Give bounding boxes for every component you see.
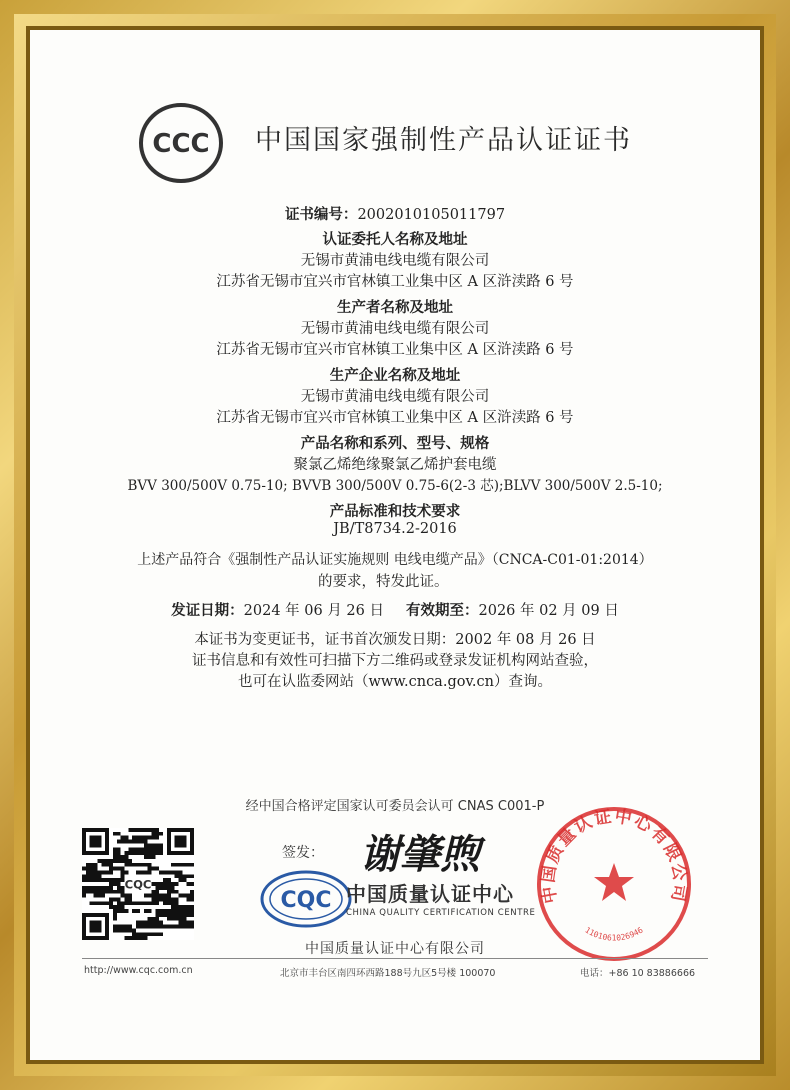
issue-date-value: 2024 年 06 月 26 日 bbox=[243, 603, 384, 619]
manufacturer-heading: 生产者名称及地址 bbox=[337, 299, 453, 316]
qr-code[interactable] bbox=[82, 828, 194, 940]
cqc-logo bbox=[258, 868, 354, 930]
cqc-english-name: CHINA QUALITY CERTIFICATION CENTRE bbox=[346, 908, 536, 918]
issuer-company: 中国质量认证中心有限公司 bbox=[305, 941, 485, 957]
valid-until-label: 有效期至： bbox=[406, 602, 479, 619]
ccc-logo bbox=[138, 100, 224, 186]
note-line-3: 也可在认监委网站（www.cnca.gov.cn）查询。 bbox=[237, 674, 552, 690]
product-name: 聚氯乙烯绝缘聚氯乙烯护套电缆 bbox=[293, 457, 497, 473]
cqc-chinese-name: 中国质量认证中心 bbox=[346, 882, 514, 906]
svg-text:CCC: CCC bbox=[152, 129, 210, 159]
dates-row bbox=[30, 599, 760, 620]
standard-heading: 产品标准和技术要求 bbox=[329, 503, 461, 520]
valid-until-value: 2026 年 02 月 09 日 bbox=[478, 603, 619, 619]
cert-number-label: 证书编号： bbox=[284, 206, 358, 223]
conformity-line-2: 的要求，特发此证。 bbox=[318, 574, 449, 590]
manufacturer-address: 江苏省无锡市宜兴市官林镇工业集中区 A 区浒渎路 6 号 bbox=[216, 342, 574, 358]
certificate-paper bbox=[30, 30, 760, 1060]
svg-text:1101061026946: 1101061026946 bbox=[583, 925, 645, 943]
footer-website[interactable]: http://www.cqc.com.cn bbox=[84, 965, 193, 976]
note-line-1: 本证书为变更证书，证书首次颁发日期：2002 年 08 月 26 日 bbox=[194, 632, 596, 648]
factory-name: 无锡市黄浦电线电缆有限公司 bbox=[300, 389, 490, 405]
cert-number-value: 2002010105011797 bbox=[357, 207, 506, 223]
standard-value: JB/T8734.2-2016 bbox=[333, 521, 457, 537]
footer-divider bbox=[82, 958, 708, 959]
issue-date-label: 发证日期： bbox=[171, 602, 244, 619]
applicant-heading: 认证委托人名称及地址 bbox=[322, 231, 468, 248]
product-heading: 产品名称和系列、型号、规格 bbox=[300, 435, 490, 452]
footer-phone: 电话：+86 10 83886666 bbox=[580, 968, 696, 979]
svg-text:谢肇煦: 谢肇煦 bbox=[360, 831, 480, 878]
certificate-title: 中国国家强制性产品认证证书 bbox=[255, 125, 632, 156]
svg-text:CQC: CQC bbox=[124, 877, 152, 892]
accreditation-text: 经中国合格评定国家认可委员会认可 CNAS C001-P bbox=[245, 799, 545, 814]
factory-heading: 生产企业名称及地址 bbox=[329, 367, 461, 384]
cert-number bbox=[30, 203, 760, 224]
applicant-address: 江苏省无锡市宜兴市官林镇工业集中区 A 区浒渎路 6 号 bbox=[216, 274, 574, 290]
conformity-line-1: 上述产品符合《强制性产品认证实施规则 电线电缆产品》（CNCA-C01-01:2014） bbox=[137, 552, 653, 568]
footer-address: 北京市丰台区南四环西路188号九区5号楼 100070 bbox=[280, 968, 496, 979]
svg-text:中国质量认证中心有限公司: 中国质量认证中心有限公司 bbox=[538, 806, 690, 905]
applicant-name: 无锡市黄浦电线电缆有限公司 bbox=[300, 253, 490, 269]
manufacturer-name: 无锡市黄浦电线电缆有限公司 bbox=[300, 321, 490, 337]
svg-text:CQC: CQC bbox=[280, 888, 332, 913]
factory-address: 江苏省无锡市宜兴市官林镇工业集中区 A 区浒渎路 6 号 bbox=[216, 410, 574, 426]
product-models: BVV 300/500V 0.75-10; BVVB 300/500V 0.75-6(2-3 芯);BLVV 300/500V 2.5-10; bbox=[127, 478, 663, 494]
sign-label: 签发： bbox=[282, 845, 324, 861]
note-line-2: 证书信息和有效性可扫描下方二维码或登录发证机构网站查验， bbox=[192, 653, 598, 669]
